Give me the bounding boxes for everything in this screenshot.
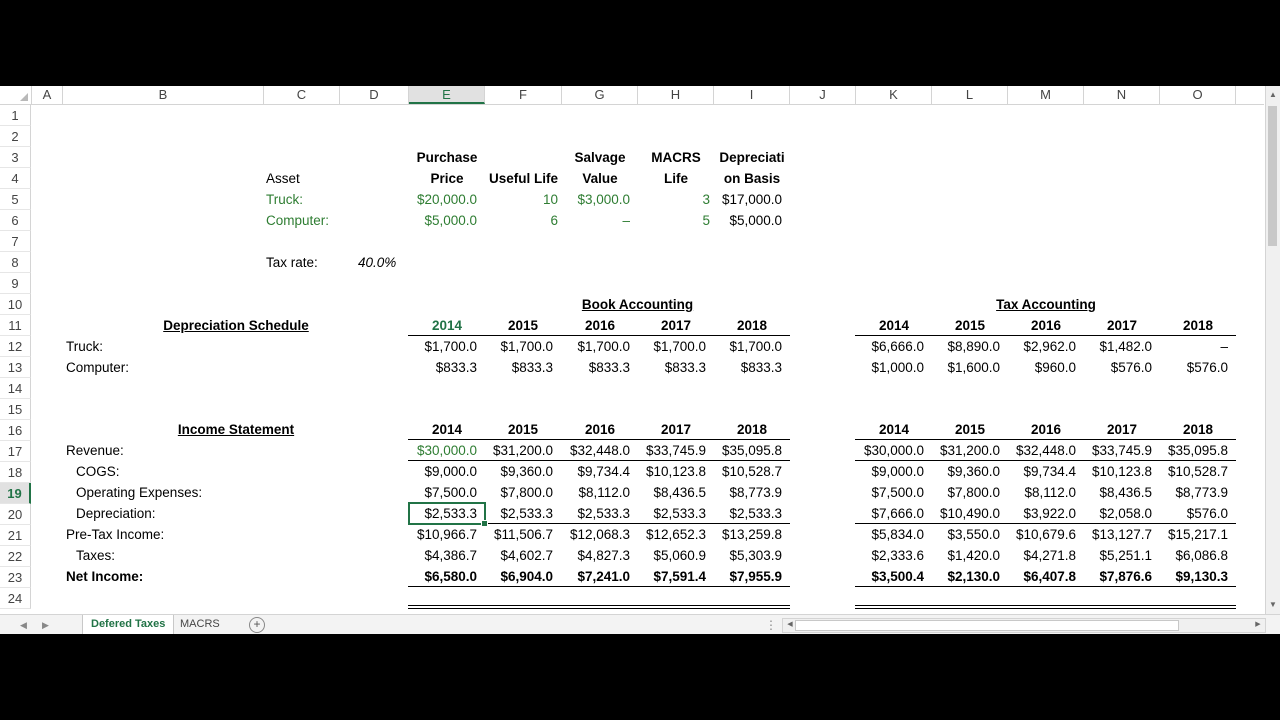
income-row-label: Net Income:: [66, 569, 144, 584]
computer-salvage: –: [622, 213, 630, 228]
truck-price: $20,000.0: [416, 192, 477, 207]
income-row-label: Revenue:: [66, 443, 124, 458]
column-header-h[interactable]: H: [638, 86, 714, 104]
tax-income-cell: $32,448.0: [1015, 443, 1076, 458]
revenue-underline: [408, 460, 790, 461]
book-income-cell: $9,000.0: [424, 464, 477, 479]
book-year-header: 2014: [431, 422, 463, 437]
column-header-g[interactable]: G: [562, 86, 638, 104]
tax-year-header: 2015: [954, 422, 986, 437]
book-income-cell: $12,068.3: [569, 527, 630, 542]
column-header-k[interactable]: K: [856, 86, 932, 104]
book-dep-cell: $833.3: [435, 360, 477, 375]
book-income-cell: $7,241.0: [577, 569, 630, 584]
book-year-header: 2018: [736, 318, 768, 333]
book-year-header: 2015: [507, 422, 539, 437]
book-income-cell: $2,533.3: [577, 506, 630, 521]
asset-label: Asset: [266, 171, 300, 186]
spreadsheet-window: [0, 86, 1280, 634]
hdr-macrs-line1: MACRS: [651, 150, 701, 165]
book-income-cell: $8,112.0: [578, 485, 630, 500]
scroll-down-icon[interactable]: ▼: [1269, 600, 1277, 609]
tax-dep-cell: $1,600.0: [947, 360, 1000, 375]
tax-income-cell: $30,000.0: [863, 443, 924, 458]
row-header-5[interactable]: 5: [0, 189, 31, 210]
column-header-o[interactable]: O: [1160, 86, 1236, 104]
book-dep-cell: $833.3: [740, 360, 782, 375]
tax-income-cell: $10,490.0: [939, 506, 1000, 521]
row-header-15[interactable]: 15: [0, 399, 31, 420]
book-dep-cell: $1,700.0: [424, 339, 477, 354]
row-header-8[interactable]: 8: [0, 252, 31, 273]
book-income-cell: $10,123.8: [645, 464, 706, 479]
sheet-tab-bar: [0, 614, 1280, 634]
tax-rate-value: 40.0%: [358, 255, 397, 270]
tax-year-header: 2017: [1106, 318, 1138, 333]
active-cell-selection[interactable]: [408, 502, 486, 525]
computer-basis: $5,000.0: [729, 213, 782, 228]
truck-macrs: 3: [702, 192, 710, 207]
tax-year-header: 2014: [878, 422, 910, 437]
row-header-20[interactable]: 20: [0, 504, 31, 525]
tax-income-cell: $6,086.8: [1175, 548, 1228, 563]
tax-year-header: 2015: [954, 318, 986, 333]
book-income-cell: $2,533.3: [500, 506, 553, 521]
depreciation-schedule-title: Depreciation Schedule: [163, 318, 309, 333]
tax-income-cell: $15,217.1: [1167, 527, 1228, 542]
truck-salvage: $3,000.0: [577, 192, 630, 207]
row-header-6[interactable]: 6: [0, 210, 31, 231]
column-header-c[interactable]: C: [264, 86, 340, 104]
income-row-label: Taxes:: [76, 548, 116, 563]
book-income-cell: $7,800.0: [500, 485, 553, 500]
tax-rate-label: Tax rate:: [266, 255, 318, 270]
tax-income-cell: $2,130.0: [947, 569, 1000, 584]
net-income-top-line: [855, 586, 1236, 587]
book-dep-cell: $833.3: [511, 360, 553, 375]
row-header-2[interactable]: 2: [0, 126, 31, 147]
book-income-cell: $6,580.0: [424, 569, 477, 584]
net-income-top-line: [408, 586, 790, 587]
tax-dep-cell: –: [1220, 339, 1228, 354]
tax-income-cell: $2,333.6: [871, 548, 924, 563]
tax-income-cell: $5,834.0: [871, 527, 924, 542]
column-header-d[interactable]: D: [340, 86, 409, 104]
book-year-header: 2015: [507, 318, 539, 333]
tax-income-cell: $2,058.0: [1099, 506, 1152, 521]
tax-income-cell: $8,436.5: [1099, 485, 1152, 500]
row-header-9[interactable]: 9: [0, 273, 31, 294]
tax-dep-cell: $576.0: [1110, 360, 1152, 375]
tax-income-cell: $9,360.0: [947, 464, 1000, 479]
income-row-label: COGS:: [76, 464, 120, 479]
book-income-cell: $4,386.7: [424, 548, 477, 563]
row-header-13[interactable]: 13: [0, 357, 31, 378]
book-dep-cell: $833.3: [588, 360, 630, 375]
tax-dep-cell: $1,000.0: [871, 360, 924, 375]
row-header-3[interactable]: 3: [0, 147, 31, 168]
tab-scroll-right-icon[interactable]: ▶: [42, 620, 49, 630]
row-header-12[interactable]: 12: [0, 336, 31, 357]
tax-income-cell: $9,734.4: [1023, 464, 1076, 479]
scroll-right-icon[interactable]: ▶: [1255, 621, 1261, 628]
tax-income-cell: $7,500.0: [871, 485, 924, 500]
horizontal-scroll-thumb[interactable]: [795, 620, 1179, 631]
column-header-n[interactable]: N: [1084, 86, 1160, 104]
tax-dep-cell: $960.0: [1034, 360, 1076, 375]
book-income-cell: $30,000.0: [416, 443, 477, 458]
row-header-18[interactable]: 18: [0, 462, 31, 483]
column-header-m[interactable]: M: [1008, 86, 1084, 104]
tax-income-cell: $9,000.0: [871, 464, 924, 479]
tax-income-cell: $7,666.0: [871, 506, 924, 521]
tax-income-cell: $4,271.8: [1023, 548, 1076, 563]
book-income-cell: $13,259.8: [721, 527, 782, 542]
tax-income-cell: $1,420.0: [947, 548, 1000, 563]
book-income-cell: $33,745.9: [645, 443, 706, 458]
tax-income-cell: $5,251.1: [1099, 548, 1152, 563]
book-income-cell: $2,533.3: [424, 506, 477, 521]
column-header-bar: [0, 86, 1264, 105]
book-income-cell: $9,360.0: [500, 464, 553, 479]
hdr-macrs-line2: Life: [663, 171, 688, 186]
tax-income-cell: $9,130.3: [1175, 569, 1228, 584]
tax-dep-cell: $8,890.0: [947, 339, 1000, 354]
tax-income-cell: $6,407.8: [1023, 569, 1076, 584]
income-statement-title: Income Statement: [177, 422, 295, 437]
select-all-corner[interactable]: [0, 86, 32, 104]
book-income-cell: $7,591.4: [653, 569, 706, 584]
tax-income-cell: $8,112.0: [1024, 485, 1076, 500]
tax-income-cell: $3,550.0: [947, 527, 1000, 542]
column-header-b[interactable]: B: [63, 86, 264, 104]
cell-grid[interactable]: [32, 105, 1264, 615]
row-header-24[interactable]: 24: [0, 588, 31, 609]
book-year-header: 2017: [660, 318, 692, 333]
hdr-salvage-line2: Value: [582, 171, 618, 186]
tax-year-header: 2016: [1030, 422, 1062, 437]
row-header-7[interactable]: 7: [0, 231, 31, 252]
book-income-cell: $8,436.5: [653, 485, 706, 500]
row-header-23[interactable]: 23: [0, 567, 31, 588]
revenue-underline: [855, 460, 1236, 461]
tax-dep-cell: $2,962.0: [1023, 339, 1076, 354]
book-year-header: 2016: [584, 318, 616, 333]
computer-label: Computer:: [266, 213, 330, 228]
hdr-depbasis-line1: Depreciati: [719, 150, 785, 165]
truck-basis: $17,000.0: [721, 192, 782, 207]
book-year-header: 2014: [431, 318, 463, 333]
book-income-cell: $35,095.8: [721, 443, 782, 458]
tax-year-header: 2014: [878, 318, 910, 333]
sheet-tab-macrs[interactable]: MACRS: [180, 618, 220, 630]
split-handle-icon[interactable]: ⋮: [765, 618, 777, 632]
tax-income-cell: $576.0: [1186, 506, 1228, 521]
hdr-purchase-line2: Price: [430, 171, 464, 186]
book-year-header: 2017: [660, 422, 692, 437]
tax-income-cell: $3,922.0: [1023, 506, 1076, 521]
tax-year-header: 2016: [1030, 318, 1062, 333]
column-header-l[interactable]: L: [932, 86, 1008, 104]
book-income-cell: $5,060.9: [653, 548, 706, 563]
column-header-i[interactable]: I: [714, 86, 790, 104]
tax-income-cell: $31,200.0: [939, 443, 1000, 458]
tax-income-cell: $10,528.7: [1167, 464, 1228, 479]
hdr-salvage-line1: Salvage: [574, 150, 626, 165]
book-income-cell: $2,533.3: [729, 506, 782, 521]
tax-income-cell: $7,876.6: [1099, 569, 1152, 584]
add-sheet-icon[interactable]: +: [249, 617, 265, 633]
tax-accounting-title: Tax Accounting: [996, 297, 1096, 312]
double-underline: [408, 605, 790, 609]
scroll-up-icon[interactable]: ▲: [1269, 90, 1277, 99]
row-header-22[interactable]: 22: [0, 546, 31, 567]
book-year-header: 2016: [584, 422, 616, 437]
truck-life: 10: [542, 192, 558, 207]
tax-year-header: 2018: [1182, 318, 1214, 333]
dep-row-label: Truck:: [66, 339, 103, 354]
row-header-4[interactable]: 4: [0, 168, 31, 189]
dep-row-label: Computer:: [66, 360, 130, 375]
book-accounting-title: Book Accounting: [581, 297, 694, 312]
tax-income-cell: $10,679.6: [1015, 527, 1076, 542]
income-row-label: Pre-Tax Income:: [66, 527, 165, 542]
sheet-tab-defered-taxes[interactable]: Defered Taxes: [82, 615, 174, 634]
book-income-cell: $7,955.9: [729, 569, 782, 584]
subtotal-underline: [855, 523, 1236, 524]
vertical-scroll-thumb[interactable]: [1268, 106, 1277, 246]
column-header-f[interactable]: F: [485, 86, 562, 104]
tax-year-header: 2018: [1182, 422, 1214, 437]
row-header-1[interactable]: 1: [0, 105, 31, 126]
row-header-19[interactable]: 19: [0, 483, 31, 504]
tax-income-cell: $3,500.4: [871, 569, 924, 584]
row-header-16[interactable]: 16: [0, 420, 31, 441]
tax-year-header: 2017: [1106, 422, 1138, 437]
row-header-11[interactable]: 11: [0, 315, 31, 336]
hdr-depbasis-line2: on Basis: [723, 171, 781, 186]
book-income-cell: $8,773.9: [729, 485, 782, 500]
column-header-a[interactable]: A: [32, 86, 63, 104]
income-row-label: Operating Expenses:: [76, 485, 203, 500]
book-income-cell: $32,448.0: [569, 443, 630, 458]
book-income-cell: $10,528.7: [721, 464, 782, 479]
hdr-purchase-line1: Purchase: [416, 150, 478, 165]
row-header-14[interactable]: 14: [0, 378, 31, 399]
hdr-useful-life: Useful Life: [488, 171, 558, 186]
book-income-cell: $10,966.7: [416, 527, 477, 542]
tax-income-cell: $13,127.7: [1091, 527, 1152, 542]
book-income-cell: $31,200.0: [492, 443, 553, 458]
row-header-21[interactable]: 21: [0, 525, 31, 546]
truck-label: Truck:: [266, 192, 303, 207]
tax-income-cell: $7,800.0: [947, 485, 1000, 500]
income-row-label: Depreciation:: [76, 506, 156, 521]
book-dep-cell: $833.3: [664, 360, 706, 375]
book-dep-cell: $1,700.0: [653, 339, 706, 354]
vertical-scrollbar[interactable]: [1265, 86, 1280, 614]
column-header-j[interactable]: J: [790, 86, 856, 104]
row-header-10[interactable]: 10: [0, 294, 31, 315]
tab-scroll-left-icon[interactable]: ◀: [20, 620, 27, 630]
book-income-cell: $4,602.7: [500, 548, 553, 563]
tax-dep-cell: $1,482.0: [1099, 339, 1152, 354]
row-header-17[interactable]: 17: [0, 441, 31, 462]
computer-life: 6: [550, 213, 558, 228]
tax-dep-cell: $576.0: [1186, 360, 1228, 375]
book-income-cell: $9,734.4: [577, 464, 630, 479]
book-year-header: 2018: [736, 422, 768, 437]
book-income-cell: $12,652.3: [645, 527, 706, 542]
double-underline: [855, 605, 1236, 609]
book-dep-cell: $1,700.0: [729, 339, 782, 354]
scroll-left-icon[interactable]: ◀: [787, 621, 793, 628]
book-income-cell: $2,533.3: [653, 506, 706, 521]
book-income-cell: $11,506.7: [493, 527, 553, 542]
tax-income-cell: $10,123.8: [1091, 464, 1152, 479]
book-income-cell: $7,500.0: [424, 485, 477, 500]
tax-dep-cell: $6,666.0: [871, 339, 924, 354]
book-income-cell: $4,827.3: [577, 548, 630, 563]
tax-income-cell: $35,095.8: [1167, 443, 1228, 458]
tax-income-cell: $33,745.9: [1091, 443, 1152, 458]
column-header-e[interactable]: E: [409, 86, 485, 104]
tax-income-cell: $8,773.9: [1175, 485, 1228, 500]
book-income-cell: $5,303.9: [729, 548, 782, 563]
computer-macrs: 5: [702, 213, 710, 228]
horizontal-scrollbar[interactable]: [782, 618, 1266, 633]
book-dep-cell: $1,700.0: [577, 339, 630, 354]
book-income-cell: $6,904.0: [500, 569, 553, 584]
book-dep-cell: $1,700.0: [500, 339, 553, 354]
computer-price: $5,000.0: [424, 213, 477, 228]
